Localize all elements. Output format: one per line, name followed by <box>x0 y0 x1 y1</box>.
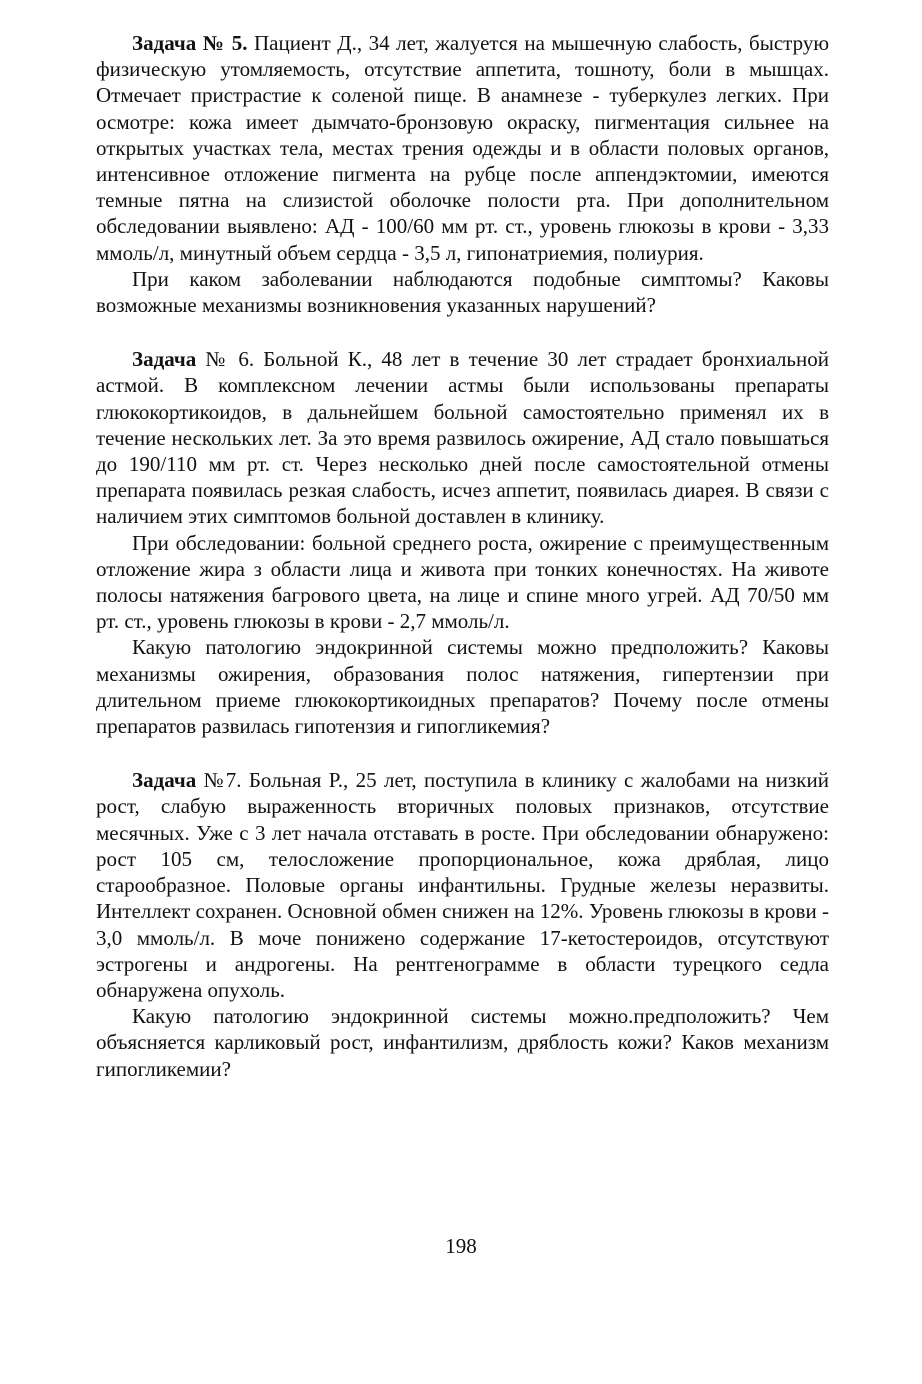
task-5-question: При каком заболевании наблюдаются подобные симптомы? Каковы возможные механизмы возникновения указанных нарушений? <box>96 266 829 318</box>
task-7-statement <box>96 767 829 1003</box>
task-5-statement <box>96 30 829 266</box>
task-6-statement <box>96 346 829 529</box>
task-6 <box>96 346 829 739</box>
task-5 <box>96 30 829 318</box>
task-7-question: Какую патологию эндокринной системы можно.предположить? Чем объясняется карликовый рост, инфантилизм, дряблость кожи? Каков механизм гипогликемии? <box>96 1004 829 1081</box>
task-7-text: №7. Больная Р., 25 лет, поступила в клинику с жалобами на низкий рост, слабую выраженность вторичных половых признаков, отсутствие месячных. Уже с 3 лет начала отставать в росте. При обследовании обнаружено: рост 105 см, телосложение пропорциональное, кожа дряблая, лицо старообразное. Половые органы инфантильны. Грудные железы неразвиты. Интеллект сохранен. Основной обмен снижен на 12%. Уровень глюкозы в крови - 3,0 ммоль/л. В моче понижено содержание 17-кетостероидов, отсутствуют эстрогены и андрогены. На рентгенограмме в области турецкого седла обнаружена опухоль. <box>96 768 829 1002</box>
task-5-label: Задача № 5. <box>132 31 248 55</box>
task-6-text: № 6. Больной К., 48 лет в течение 30 лет страдает бронхиальной астмой. В комплексном лечении астмы были использованы препараты глюкокортикоидов, в дальнейшем больной самостоятельно применял их в течение нескольких лет. За это время развилось ожирение, АД стало повышаться до 190/110 мм рт. ст. Через несколько дней после самостоятельной отмены препарата появилась резкая слабость, исчез аппетит, появилась диарея. В связи с наличием этих симптомов больной доставлен в клинику. <box>96 347 829 529</box>
task-6-label: Задача <box>132 347 197 372</box>
task-5-text: Пациент Д., 34 лет, жалуется на мышечную слабость, быструю физическую утомляемость, отсутствие аппетита, тошноту, боли в мышцах. Отмечает пристрастие к соленой пище. В анамнезе - туберкулез легких. При осмотре: кожа имеет дымчато-бронзовую окраску, пигментация сильнее на открытых участках тела, местах трения одежды и в области половых органов, интенсивное отложение пигмента на рубце после аппендэктомии, имеются темные пятна на слизистой оболочке полости рта. При дополнительном обследовании выявлено: АД - 100/60 мм рт. ст., уровень глюкозы в крови - 3,33 ммоль/л, минутный объем сердца - 3,5 л, гипонатриемия, полиурия. <box>96 31 830 265</box>
task-6-examination: При обследовании: больной среднего роста, ожирение с преимущественным отложение жира з области лица и живота при тонких конечностях. На животе полосы натяжения багрового цвета, на лице и спине много угрей. АД 70/50 мм рт. ст., уровень глюкозы в крови - 2,7 ммоль/л. <box>96 530 829 634</box>
task-6-question: Какую патологию эндокринной системы можно предположить? Каковы механизмы ожирения, образования полос натяжения, гипертензии при длительном приеме глюкокортикоидных препаратов? Почему после отмены препаратов развилась гипотензия и гипогликемия? <box>96 635 829 739</box>
page-body <box>96 30 829 1082</box>
page-number: 198 <box>445 1234 477 1258</box>
task-7-label: Задача <box>132 768 197 793</box>
task-7 <box>96 767 829 1081</box>
